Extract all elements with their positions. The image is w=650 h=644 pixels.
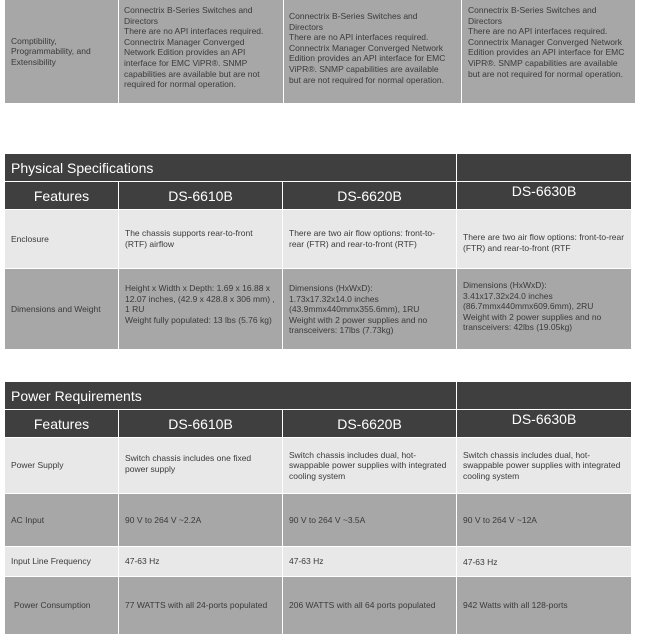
power-title-bar <box>5 382 456 409</box>
power-consumption-col3 <box>457 577 631 634</box>
physical-title: Physical Specifications <box>11 159 154 176</box>
line-frequency-label-text: Input Line Frequency <box>11 556 91 567</box>
line-frequency-col1-text: 47-63 Hz <box>125 556 160 567</box>
ac-input-col1 <box>119 494 282 546</box>
power-consumption-label <box>5 577 118 634</box>
compat-col1: Connectrix B-Series Switches and Directors There are no API interfaces required. Connectrix Manager Converged Network Edition provides an API interface for EMC ViPR®. SNMP capabilities are available but are not required for normal operation. <box>124 5 264 90</box>
compat-label <box>5 0 117 103</box>
physical-model-1 <box>119 182 282 209</box>
dimensions-col3: Dimensions (HxWxD): 3.41x17.32x24.0 inches (86.7mmx440mmx609.6mm), 2RU Weight with 2 power supplies and no transceivers: 42lbs (19.05kg) <box>463 280 602 333</box>
power-supply-label <box>5 438 118 493</box>
line-frequency-col2 <box>283 547 456 576</box>
power-title: Power Requirements <box>11 387 142 404</box>
enclosure-col2-text: There are two air flow options: front-to-rear (FTR) and rear-to-front (RTF) <box>289 228 435 249</box>
ac-input-col3 <box>457 494 631 546</box>
enclosure-col3-text: There are two air flow options: front-to-rear (FTR) and rear-to-front (RTF <box>463 232 625 253</box>
line-frequency-col1 <box>119 547 282 576</box>
dimensions-label <box>5 269 118 349</box>
power-consumption-label-text: Power Consumption <box>14 600 91 611</box>
line-frequency-col3 <box>457 547 631 578</box>
dimensions-col2: Dimensions (HxWxD): 1.73x17.32x14.0 inches (43.9mmx440mmx355.6mm), 1RU Weight with 2 power supplies and no transceivers: 17lbs (7.73kg) <box>289 283 428 336</box>
power-model-3 <box>457 410 631 437</box>
physical-model-2-label: DS-6620B <box>337 187 402 204</box>
ac-input-col2-text: 90 V to 264 V ~3.5A <box>289 514 366 525</box>
line-frequency-col3-text: 47-63 Hz <box>463 557 498 568</box>
power-supply-col2 <box>283 438 456 493</box>
ac-input-col3-text: 90 V to 264 V ~12A <box>463 514 537 525</box>
physical-model-3 <box>457 182 631 209</box>
line-frequency-label <box>5 547 118 576</box>
compat-col3: Connectrix B-Series Switches and Directors There are no API interfaces required. Connectrix Manager Converged Network Edition provides an API interface for EMC ViPR®. SNMP capabilities are available but are not required for normal operation. <box>468 5 625 79</box>
power-model-1 <box>119 410 282 437</box>
power-model-2-label: DS-6620B <box>337 415 402 432</box>
power-consumption-col1-text: 77 WATTS with all 24-ports populated <box>125 600 268 611</box>
power-consumption-col1 <box>119 577 282 634</box>
enclosure-col2 <box>283 210 456 268</box>
power-consumption-col3-text: 942 Watts with all 128-ports <box>463 600 568 611</box>
physical-features-header <box>5 182 118 209</box>
power-features-header <box>5 410 118 437</box>
enclosure-col1-text: The chassis supports rear-to-front (RTF) airflow <box>125 228 253 249</box>
enclosure-label <box>5 210 118 268</box>
physical-model-3-label: DS-6630B <box>511 183 577 199</box>
power-model-3-label: DS-6630B <box>511 411 577 427</box>
physical-model-1-label: DS-6610B <box>168 187 233 204</box>
line-frequency-col2-text: 47-63 Hz <box>289 556 324 567</box>
power-consumption-col2 <box>283 577 456 634</box>
power-supply-col3 <box>457 438 631 493</box>
power-supply-label-text: Power Supply <box>11 460 64 471</box>
power-model-1-label: DS-6610B <box>168 415 233 432</box>
ac-input-col1-text: 90 V to 264 V ~2.2A <box>125 514 202 525</box>
enclosure-label-text: Enclosure <box>11 233 49 244</box>
dimensions-col1: Height x Width x Depth: 1.69 x 16.88 x 12.07 inches, (42.9 x 428.8 x 306 mm) , 1 RU Weight fully populated: 13 lbs (5.76 kg) <box>125 283 275 325</box>
dimensions-label-text: Dimensions and Weight <box>11 303 101 314</box>
power-supply-col1-text: Switch chassis includes one fixed power supply <box>125 452 252 474</box>
compat-label-text: Comptibility, Programmability, and Extensibility <box>11 35 91 67</box>
enclosure-col1 <box>119 210 282 268</box>
power-features-label: Features <box>33 415 90 432</box>
physical-title-bar <box>5 154 456 181</box>
compat-col2: Connectrix B-Series Switches and Directors There are no API interfaces required. Connectrix Manager Converged Network Edition provides an API interface for EMC ViPR®. SNMP capabilities are available but are not required for normal operation. <box>289 11 446 85</box>
power-title-bar-right <box>457 382 631 409</box>
enclosure-col3 <box>457 214 631 272</box>
power-supply-col3-text: Switch chassis includes dual, hot-swappable power supplies with integrated cooling system <box>463 449 621 481</box>
power-supply-col2-text: Switch chassis includes dual, hot-swappable power supplies with integrated cooling system <box>289 449 447 481</box>
ac-input-label-text: AC Input <box>11 514 45 525</box>
power-consumption-col2-text: 206 WATTS with all 64 ports populated <box>289 600 436 611</box>
power-model-2 <box>283 410 456 437</box>
physical-model-2 <box>283 182 456 209</box>
ac-input-col2 <box>283 494 456 546</box>
ac-input-label <box>5 494 118 546</box>
physical-features-label: Features <box>33 187 90 204</box>
physical-title-bar-right <box>457 154 631 181</box>
power-supply-col1 <box>119 436 282 491</box>
